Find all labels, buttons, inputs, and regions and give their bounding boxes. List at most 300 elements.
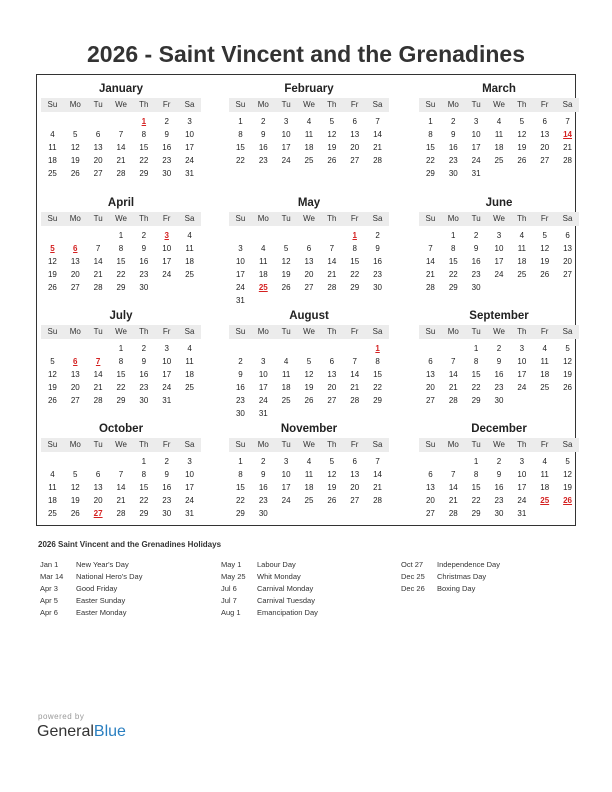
day-cell: 24 [494,270,504,279]
day-cell: 19 [47,270,57,279]
day-cell: 26 [563,383,573,392]
day-cell: 26 [540,270,550,279]
month-march [419,81,579,180]
holiday-day-cell: 3 [164,231,169,240]
page-title: 2026 - Saint Vincent and the Grenadines [87,41,525,67]
empty-cell [320,342,343,355]
day-cell: 7 [565,117,570,126]
day-cell: 22 [139,496,149,505]
day-cell: 15 [116,370,126,379]
day-cell: 27 [540,156,550,165]
day-cell: 30 [471,283,481,292]
day-cell: 1 [473,344,479,353]
day-cell: 4 [306,117,312,126]
day-cell: 3 [238,244,243,253]
weekday-label: Mo [447,440,459,449]
month-name: December [471,423,527,435]
brand-logo[interactable]: GeneralBlue [37,723,126,740]
empty-cell [419,229,442,242]
day-cell: 23 [258,156,268,165]
weekday-label: Fr [540,327,549,336]
day-cell: 16 [235,383,245,392]
day-cell: 9 [261,130,266,139]
day-cell: 12 [540,244,550,253]
weekday-label: Sa [562,327,573,336]
day-cell: 14 [116,483,126,492]
day-cell: 16 [139,370,149,379]
day-cell: 3 [519,457,525,466]
day-cell: 6 [306,244,312,253]
weekday-label: Su [235,100,246,109]
weekday-label: Sa [372,100,383,109]
day-cell: 30 [448,169,458,178]
holiday-item: Oct 27 Independence Day [401,560,500,569]
day-cell: 9 [141,357,147,366]
day-cell: 28 [425,283,435,292]
holiday-day-cell: 25 [258,283,268,292]
day-cell: 30 [494,396,504,405]
month-name: February [284,83,334,95]
day-cell: 1 [473,457,479,466]
day-cell: 2 [261,117,266,126]
day-cell: 17 [235,270,245,279]
day-cell: 22 [471,496,481,505]
weekday-label: Tu [281,327,291,336]
day-cell: 13 [350,130,360,139]
month-may [229,195,389,307]
empty-cell [419,342,442,355]
day-cell: 24 [235,283,245,292]
day-cell: 7 [329,244,335,253]
day-cell: 19 [517,143,527,152]
weekday-label: Su [47,100,58,109]
holiday-item: Apr 5 Easter Sunday [40,596,126,605]
weekday-label: Sa [562,440,573,449]
day-cell: 20 [93,496,103,505]
day-cell: 18 [540,483,550,492]
day-cell: 4 [50,130,55,139]
holiday-item: Dec 25 Christmas Day [401,572,487,581]
day-cell: 28 [448,396,458,405]
day-cell: 16 [471,257,481,266]
weekday-label: We [493,440,505,449]
day-cell: 14 [327,257,337,266]
day-cell: 17 [258,383,268,392]
empty-cell [110,115,133,128]
weekday-label: Th [517,100,527,109]
day-cell: 7 [375,117,380,126]
day-cell: 19 [563,370,573,379]
day-cell: 23 [162,156,172,165]
day-cell: 27 [350,156,360,165]
day-cell: 7 [428,244,433,253]
day-grid [41,229,201,294]
day-cell: 14 [93,257,103,266]
holiday-item: May 1 Labour Day [221,560,296,569]
weekday-header [419,325,579,339]
day-cell: 12 [47,370,57,379]
day-cell: 16 [162,483,172,492]
day-cell: 25 [517,270,527,279]
day-cell: 10 [471,130,481,139]
holiday-item: Jul 6 Carnival Monday [221,584,314,593]
day-cell: 12 [47,257,57,266]
month-july [41,308,201,407]
weekday-label: Th [327,440,337,449]
day-cell: 22 [116,383,126,392]
day-cell: 29 [448,283,458,292]
day-cell: 27 [563,270,573,279]
day-cell: 30 [162,509,172,518]
day-cell: 10 [281,130,291,139]
weekday-label: Mo [257,440,269,449]
weekday-label: Th [327,214,337,223]
weekday-label: Th [139,100,149,109]
weekday-label: We [493,100,505,109]
weekday-label: Th [139,327,149,336]
day-cell: 4 [187,344,192,353]
day-cell: 11 [540,357,549,366]
day-cell: 29 [471,396,481,405]
day-cell: 19 [47,383,57,392]
day-cell: 28 [93,396,103,405]
day-cell: 3 [473,117,479,126]
empty-cell [298,342,321,355]
day-cell: 9 [451,130,456,139]
day-cell: 27 [350,496,360,505]
day-cell: 4 [519,231,525,240]
day-cell: 9 [473,244,479,253]
day-cell: 23 [494,383,504,392]
day-cell: 5 [329,117,335,126]
day-cell: 3 [519,344,525,353]
weekday-header [41,325,201,339]
day-cell: 9 [261,470,266,479]
empty-cell [41,115,64,128]
day-cell: 23 [448,156,458,165]
day-cell: 27 [425,509,435,518]
day-cell: 29 [139,169,149,178]
day-cell: 8 [238,130,243,139]
day-cell: 1 [118,344,124,353]
day-cell: 22 [235,496,245,505]
month-name: March [482,83,516,95]
day-cell: 2 [496,457,502,466]
day-cell: 19 [327,143,337,152]
month-november [229,421,389,520]
month-june [419,195,579,294]
month-april [41,195,201,294]
day-cell: 26 [47,396,57,405]
day-cell: 15 [350,257,360,266]
day-cell: 26 [517,156,527,165]
day-cell: 4 [187,231,192,240]
weekday-header [41,438,201,452]
holiday-day-cell: 1 [352,231,357,240]
day-cell: 25 [304,496,314,505]
day-cell: 17 [162,257,172,266]
weekday-label: Fr [162,214,171,223]
empty-cell [87,455,110,468]
day-cell: 15 [116,257,126,266]
day-cell: 17 [281,483,291,492]
day-cell: 22 [235,156,245,165]
weekday-label: Sa [184,100,195,109]
day-cell: 25 [185,383,195,392]
day-grid [419,342,579,407]
weekday-header [41,98,201,112]
day-cell: 16 [448,143,458,152]
weekday-label: Fr [350,327,359,336]
day-cell: 22 [373,383,383,392]
day-cell: 26 [327,156,337,165]
day-cell: 12 [304,370,314,379]
weekday-label: Mo [447,100,459,109]
day-cell: 8 [141,470,147,479]
month-name: August [289,310,329,322]
day-cell: 13 [70,257,80,266]
day-cell: 17 [494,257,504,266]
day-cell: 8 [473,470,479,479]
day-cell: 20 [70,270,80,279]
day-cell: 24 [517,383,527,392]
day-cell: 22 [471,383,481,392]
weekday-label: Sa [372,214,383,223]
day-cell: 28 [448,509,458,518]
day-cell: 24 [185,156,195,165]
day-cell: 10 [517,470,527,479]
day-cell: 16 [162,143,172,152]
day-cell: 10 [162,357,172,366]
day-cell: 18 [281,383,291,392]
day-cell: 1 [118,231,124,240]
day-cell: 8 [118,357,124,366]
day-cell: 2 [141,344,147,353]
day-cell: 12 [281,257,291,266]
day-cell: 25 [304,156,314,165]
day-cell: 10 [162,244,172,253]
day-cell: 13 [327,370,337,379]
day-cell: 7 [451,470,456,479]
day-cell: 4 [496,117,502,126]
weekday-label: Fr [540,440,549,449]
day-cell: 16 [258,483,268,492]
weekday-label: Tu [93,100,103,109]
weekday-label: Su [47,214,58,223]
empty-cell [275,342,298,355]
day-cell: 6 [565,231,570,240]
day-cell: 9 [238,370,243,379]
weekday-label: Su [47,440,58,449]
weekday-label: We [115,327,127,336]
day-cell: 28 [563,156,573,165]
day-cell: 22 [350,270,360,279]
empty-cell [41,229,64,242]
day-grid [229,115,389,167]
day-cell: 18 [47,496,57,505]
day-cell: 26 [281,283,291,292]
weekday-label: We [303,214,315,223]
day-cell: 21 [116,156,126,165]
day-cell: 10 [517,357,527,366]
weekday-label: Mo [257,327,269,336]
day-cell: 11 [259,257,268,266]
weekday-header [419,98,579,112]
day-cell: 26 [47,283,57,292]
day-cell: 13 [563,244,573,253]
weekday-label: Tu [471,214,481,223]
empty-cell [41,342,64,355]
day-cell: 2 [496,344,502,353]
day-cell: 24 [162,383,172,392]
day-cell: 28 [373,496,383,505]
month-september [419,308,579,407]
day-cell: 18 [540,370,550,379]
day-cell: 8 [238,470,243,479]
day-cell: 3 [496,231,502,240]
day-cell: 30 [139,283,149,292]
day-cell: 26 [70,169,80,178]
weekday-label: Sa [184,327,195,336]
weekday-label: We [115,440,127,449]
weekday-label: Su [235,440,246,449]
day-cell: 28 [93,283,103,292]
day-cell: 13 [304,257,314,266]
weekday-label: Sa [562,214,573,223]
day-cell: 3 [187,117,192,126]
empty-cell [229,229,252,242]
day-cell: 25 [540,383,550,392]
empty-cell [419,455,442,468]
day-cell: 11 [185,357,194,366]
day-cell: 29 [116,283,126,292]
day-cell: 13 [93,143,103,152]
day-cell: 11 [494,130,504,139]
weekday-label: Su [425,214,436,223]
empty-cell [275,229,298,242]
weekday-label: Fr [162,100,171,109]
weekday-header [229,438,389,452]
weekday-label: We [303,440,315,449]
weekday-label: Th [517,327,527,336]
day-cell: 12 [517,130,527,139]
day-cell: 8 [141,130,147,139]
day-cell: 21 [425,270,435,279]
day-cell: 20 [304,270,314,279]
day-cell: 26 [304,396,314,405]
day-cell: 11 [517,244,526,253]
weekday-header [419,212,579,226]
day-cell: 20 [350,483,360,492]
day-cell: 23 [162,496,172,505]
weekday-label: Th [517,214,527,223]
day-cell: 16 [258,143,268,152]
day-cell: 25 [281,396,291,405]
holiday-item: Jul 7 Carnival Tuesday [221,596,315,605]
day-cell: 9 [164,470,169,479]
weekday-label: We [303,327,315,336]
weekday-label: Fr [162,327,171,336]
day-cell: 14 [448,370,458,379]
month-name: September [469,310,529,322]
day-cell: 19 [70,156,80,165]
weekday-label: Tu [281,440,291,449]
day-cell: 11 [304,470,314,479]
powered-by-label: powered by [38,712,85,721]
month-february [229,81,389,167]
empty-cell [41,455,64,468]
day-cell: 20 [70,383,80,392]
day-cell: 12 [563,357,573,366]
day-cell: 14 [373,130,383,139]
weekday-label: Mo [69,327,81,336]
day-cell: 18 [304,483,314,492]
month-october [41,421,201,520]
holiday-day-cell: 27 [93,509,103,518]
day-cell: 23 [139,270,149,279]
empty-cell [442,342,465,355]
day-cell: 11 [48,143,57,152]
day-cell: 15 [448,257,458,266]
day-cell: 7 [95,244,101,253]
holiday-item: Mar 14 National Hero's Day [40,572,143,581]
day-cell: 24 [258,396,268,405]
empty-cell [252,229,275,242]
holiday-day-cell: 14 [563,130,573,139]
day-cell: 1 [238,117,243,126]
day-cell: 31 [162,396,172,405]
day-cell: 6 [428,357,433,366]
month-august [229,308,389,420]
day-cell: 20 [350,143,360,152]
day-cell: 2 [238,357,243,366]
day-cell: 4 [283,357,289,366]
weekday-header [229,212,389,226]
weekday-header [229,98,389,112]
holiday-day-cell: 5 [50,244,55,253]
weekday-label: We [493,214,505,223]
month-name: October [98,423,144,435]
weekday-label: Sa [372,440,383,449]
day-cell: 10 [494,244,504,253]
day-cell: 17 [185,483,195,492]
day-cell: 6 [329,357,335,366]
day-cell: 15 [139,143,149,152]
day-cell: 3 [283,457,289,466]
day-cell: 5 [73,470,78,479]
empty-cell [298,229,321,242]
weekday-header [229,325,389,339]
day-cell: 7 [375,457,380,466]
day-cell: 31 [517,509,527,518]
weekday-label: We [115,100,127,109]
day-cell: 24 [185,496,195,505]
holiday-day-cell: 6 [73,244,78,253]
day-cell: 4 [306,457,312,466]
day-cell: 28 [350,396,360,405]
weekday-label: Su [235,327,246,336]
weekday-label: Tu [281,214,291,223]
day-cell: 23 [139,383,149,392]
day-cell: 14 [448,483,458,492]
day-cell: 23 [471,270,481,279]
day-cell: 3 [261,357,266,366]
day-cell: 17 [185,143,195,152]
day-cell: 10 [185,130,195,139]
day-cell: 12 [70,143,80,152]
day-cell: 4 [50,470,55,479]
day-cell: 7 [352,357,357,366]
